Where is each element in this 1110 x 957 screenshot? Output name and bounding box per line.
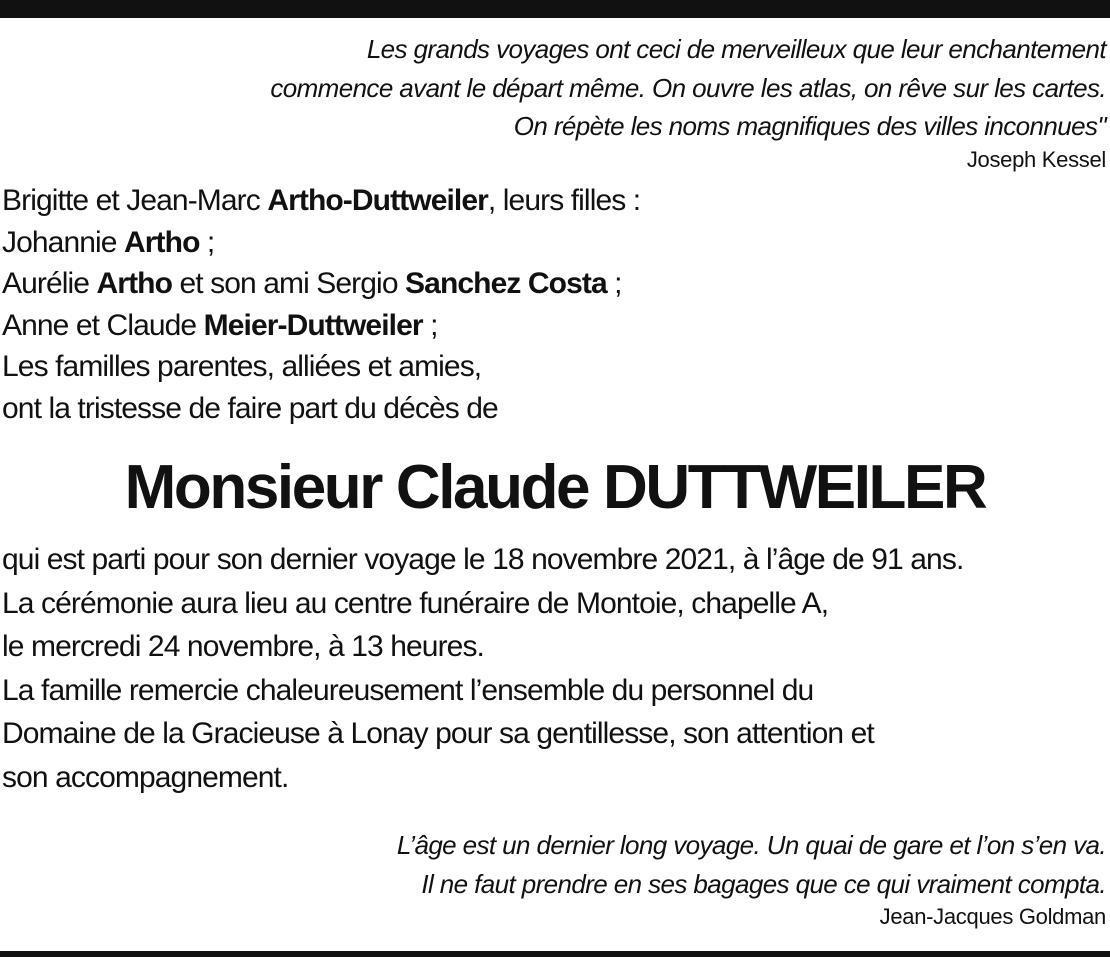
family-announcement bbox=[2, 180, 640, 430]
family-name: Sanchez Costa bbox=[405, 267, 607, 301]
family-line: ont la tristesse de faire part du décès de bbox=[2, 391, 498, 425]
bottom-border-rule bbox=[0, 951, 1110, 957]
opening-quote bbox=[270, 30, 1106, 174]
quote-line: Les grands voyages ont ceci de merveilleux que leur enchantement bbox=[366, 34, 1106, 64]
family-line: Aurélie Artho et son ami Sergio Sanchez Costa ; bbox=[2, 267, 622, 301]
family-name: Artho bbox=[124, 225, 200, 259]
family-line: Brigitte et Jean-Marc Artho-Duttweiler, leurs filles : bbox=[2, 184, 641, 217]
quote-attribution: Jean-Jacques Goldman bbox=[879, 904, 1106, 929]
quote-line: commence avant le départ même. On ouvre les atlas, on rêve sur les cartes. bbox=[270, 72, 1106, 103]
details-line: le mercredi 24 novembre, à 13 heures. bbox=[2, 630, 484, 663]
deceased-name-heading: Monsieur Claude DUTTWEILER bbox=[124, 453, 986, 522]
family-line: Johannie Artho ; bbox=[2, 225, 215, 259]
ceremony-details bbox=[2, 538, 963, 799]
details-line: La cérémonie aura lieu au centre funéraire de Montoie, chapelle A, bbox=[2, 586, 829, 620]
quote-line: On répète les noms magnifiques des villes inconnues" bbox=[513, 111, 1106, 141]
family-line: Les familles parentes, alliées et amies, bbox=[2, 350, 482, 384]
details-line: Domaine de la Gracieuse à Lonay pour sa gentillesse, son attention et bbox=[2, 717, 874, 750]
top-border-rule bbox=[0, 0, 1110, 18]
quote-line: Il ne faut prendre en ses bagages que ce qui vraiment compta. bbox=[421, 868, 1106, 899]
family-name: Meier-Duttweiler bbox=[203, 308, 423, 342]
quote-line: L’âge est un dernier long voyage. Un quai de gare et l’on s’en va. bbox=[396, 830, 1106, 860]
quote-attribution: Joseph Kessel bbox=[966, 146, 1106, 172]
details-line: qui est parti pour son dernier voyage le 18 novembre 2021, à l’âge de 91 ans. bbox=[2, 543, 964, 576]
family-name: Artho-Duttweiler bbox=[267, 184, 488, 217]
details-line: son accompagnement. bbox=[2, 760, 289, 794]
details-line: La famille remercie chaleureusement l’ensemble du personnel du bbox=[2, 673, 814, 707]
closing-quote bbox=[397, 826, 1106, 931]
family-line: Anne et Claude Meier-Duttweiler ; bbox=[2, 308, 438, 342]
family-name: Artho bbox=[96, 267, 173, 301]
